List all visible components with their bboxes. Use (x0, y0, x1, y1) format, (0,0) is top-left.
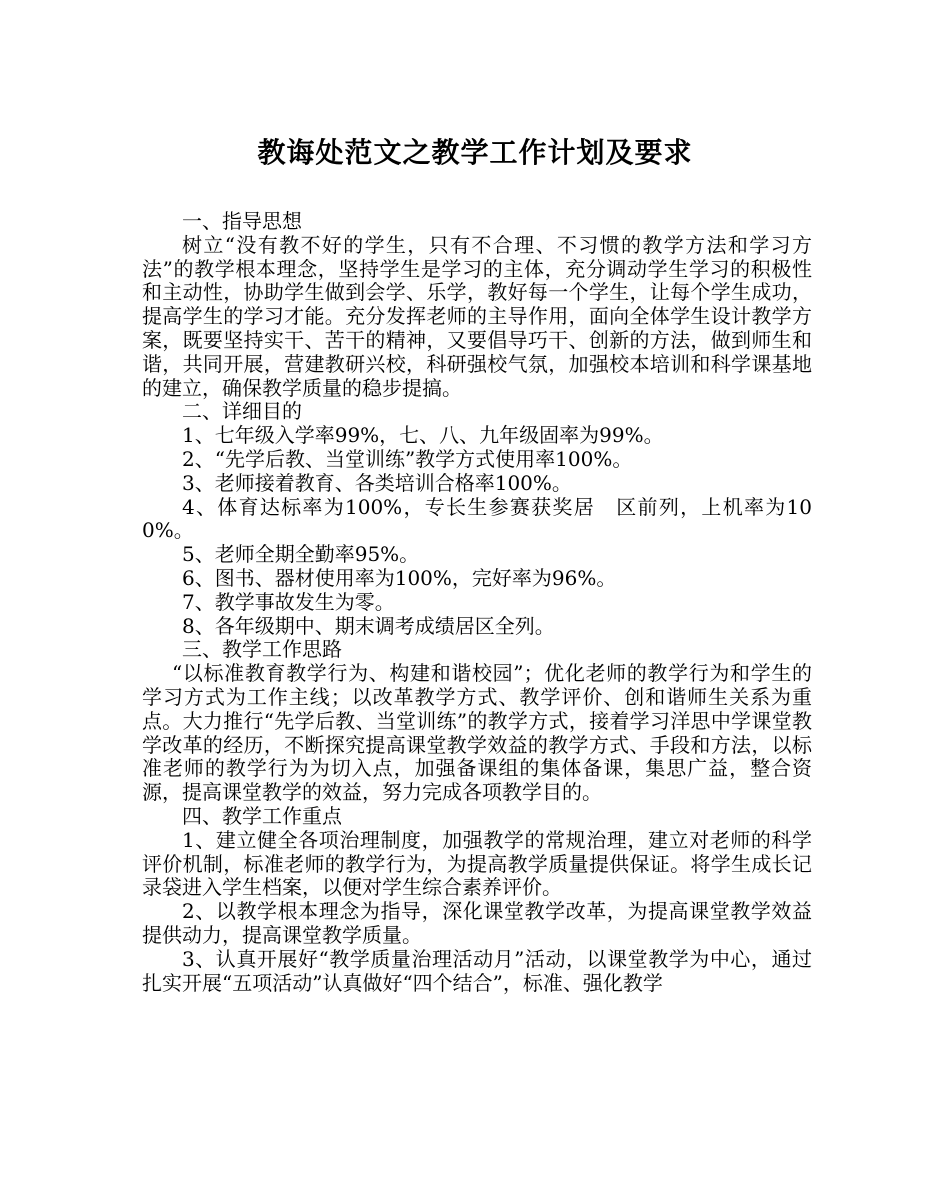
section-heading-guiding-thought: 一、指导思想 (182, 209, 302, 233)
section-heading-detailed-goals: 二、详细目的 (182, 399, 302, 424)
goal-item-5: 5、老师全期全勤率95%。 (182, 542, 420, 567)
document-body (142, 210, 812, 995)
goal-item-6: 6、图书、器材使用率为100%，完好率为96%。 (182, 565, 617, 590)
focus-item-1: 1、建立健全各项治理制度，加强教学的常规治理，建立对老师的科学评价机制，标准老师的教学行为，为提高教学质量提供保证。将学生成长记录袋进入学生档案，以便对学生综合素养评价。 (142, 827, 812, 900)
paragraph-guiding-thought: 树立“没有教不好的学生，只有不合理、不习惯的教学方法和学习方法”的教学根本理念，坚持学生是学习的主体，充分调动学生学习的积极性和主动性，协助学生做到会学、乐学，教好每一个学生，让每个学生成功，提高学生的学习才能。充分发挥老师的主导作用，面向全体学生设计教学方案，既要坚持实干、苦干的精神，又要倡导巧干、创新的方法，做到师生和谐，共同开展，营建教研兴校，科研强校气氛，加强校本培训和科学课基地的建立，确保教学质量的稳步提搞。 (142, 232, 812, 400)
goal-item-4: 4、体育达标率为100%，专长生参赛获奖居 区前列，上机率为100%。 (142, 494, 812, 543)
focus-item-2: 2、以教学根本理念为指导，深化课堂教学改革，为提高课堂教学效益提供动力，提高课堂教学质量。 (142, 899, 812, 947)
goal-item-8: 8、各年级期中、期末调考成绩居区全列。 (182, 613, 555, 638)
section-heading-work-focus: 四、教学工作重点 (182, 803, 342, 828)
goal-item-7: 7、教学事故发生为零。 (182, 589, 395, 614)
document-title: 教诲处范文之教学工作计划及要求 (257, 136, 693, 169)
section-heading-work-approach: 三、教学工作思路 (182, 637, 342, 662)
goal-item-2: 2、“先学后教、当堂训练”教学方式使用率100%。 (182, 446, 633, 471)
focus-item-3: 3、认真开展好“教学质量治理活动月”活动，以课堂教学为中心，通过扎实开展“五项活动”认真做好“四个结合”，标准、强化教学 (142, 946, 812, 995)
paragraph-work-approach: “以标准教育教学行为、构建和谐校园”；优化老师的教学行为和学生的学习方式为工作主线；以改革教学方式、教学评价、创和谐师生关系为重点。大力推行“先学后教、当堂训练”的教学方式，接着学习洋思中学课堂教学改革的经历，不断探究提高课堂教学效益的教学方式、手段和方法，以标准老师的教学行为为切入点，加强备课组的集体备课，集思广益，整合资源，提高课堂教学的效益，努力完成各项教学目的。 (142, 661, 812, 805)
goal-item-1: 1、七年级入学率99%，七、八、九年级固率为99%。 (182, 423, 664, 448)
goal-item-3: 3、老师接着教育、各类培训合格率100%。 (182, 470, 572, 495)
